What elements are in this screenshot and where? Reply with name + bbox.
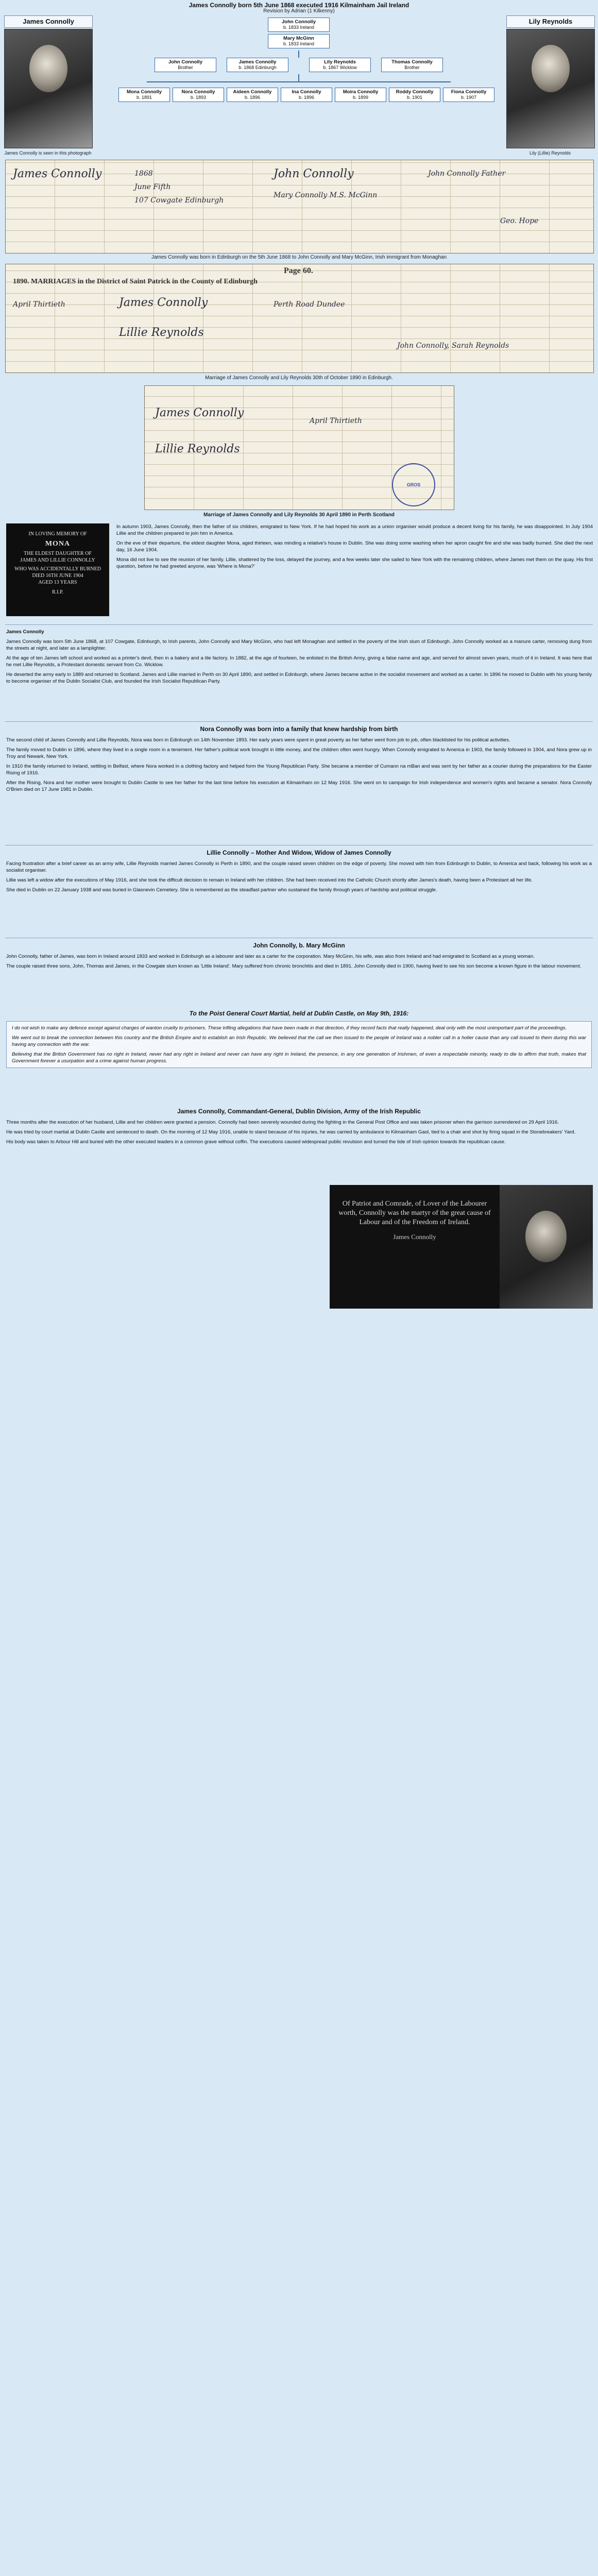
james-paragraph: At the age of ten James left school and worked as a printer's devil, then in a bakery and a tile factory. In 1882, at the age of fourteen, he enlisted in the British Army, giving a false name and age, and served for almost seven years, much of it in Ireland. It was here that he met Lillie Reynolds, a Protestant domestic servant from Co. Wicklow.: [6, 655, 592, 668]
lillie-section-title: Lillie Connolly – Mother And Widow, Widow of James Connolly: [207, 849, 391, 856]
memorial-line: DIED 16TH JUNE 1904: [32, 573, 83, 579]
family-tree: [98, 15, 500, 149]
extract-bride: Lillie Reynolds: [155, 443, 240, 455]
cert-birth-year: 1868: [134, 170, 153, 178]
poster-quote: Of Patriot and Comrade, of Lover of the Labourer worth, Connolly was the martyr of the great cause of Labour and of the Freedom of Ireland.: [338, 1200, 491, 1226]
tree-node: John Connolly b. 1833 Ireland: [268, 18, 330, 32]
memorial-line: THE ELDEST DAUGHTER OF: [24, 551, 92, 556]
mona-story: [116, 523, 593, 573]
poster-signature: James Connolly: [393, 1233, 436, 1241]
cert-birth-mother: Mary Connolly M.S. McGinn: [274, 191, 378, 199]
divider: [5, 721, 593, 722]
page-title: James Connolly born 5th June 1868 executed 1916 Kilmainham Jail Ireland: [189, 2, 409, 9]
james-connolly-photo: [4, 29, 93, 148]
memorial-line: JAMES AND LILLIE CONNOLLY: [20, 557, 95, 563]
poster-portrait: [500, 1185, 593, 1309]
marriage-register-entry: [5, 264, 594, 373]
tree-node: Nora Connolly b. 1893: [173, 88, 224, 102]
nora-paragraph: After the Rising, Nora and her mother were brought to Dublin Castle to see her father for the last time before his execution at Kilmainham on 12 May 1916. She went on to campaign for Irish independence and women's rights and became a senator. Nora Connolly O'Brien died on 17 June 1981 in Dublin.: [6, 780, 592, 792]
john-section-title: John Connolly, b. Mary McGinn: [253, 942, 345, 949]
nora-paragraph: In 1910 the family returned to Ireland, settling in Belfast, where Nora worked in a clothing factory and helped form the Young Republican Party. She became a member of Cumann na mBan and was sent by her father as a courier during the preparations for the Easter Rising of 1916.: [6, 764, 592, 776]
extract-groom: James Connolly: [155, 406, 244, 419]
marriage-cert-caption: Marriage of James Connolly and Lily Reynolds 30th of October 1890 in Edinburgh.: [205, 375, 393, 381]
tree-node: Thomas Connolly Brother: [381, 58, 443, 72]
james-bio: [6, 629, 592, 688]
mona-paragraph: In autumn 1903, James Connolly, then the father of six children, emigrated to New York. If he had hoped his work as a union organiser would produce a decent living for his family, he was disappointed. In July 1904 Lillie and the children prepared to join him in America.: [116, 524, 593, 536]
extract-date: April Thirtieth: [310, 417, 362, 425]
poster-portrait-face: [525, 1211, 567, 1262]
cert-marriage-date: April Thirtieth: [13, 300, 65, 309]
cert-marriage-heading: 1890. MARRIAGES in the District of Saint Patrick in the County of Edinburgh: [13, 278, 258, 285]
john-paragraph: John Connolly, father of James, was born in Ireland around 1833 and worked in Edinburgh as a labourer and later as a carter for the corporation. Mary McGinn, his wife, was also from Ireland and had emigrated to Scotland as a young woman.: [6, 954, 535, 959]
portrait-face: [29, 45, 67, 92]
quote-section-title: To the Poist General Court Martial, held at Dublin Castle, on May 9th, 1916:: [189, 1010, 409, 1017]
nora-story: [6, 737, 592, 796]
poster-text-panel: [330, 1185, 500, 1309]
page-subtitle: Revision by Adrian (1 Kilkenny): [263, 8, 335, 14]
james-paragraph: He deserted the army early in 1889 and returned to Scotland. James and Lillie married in Perth on 30 April 1890, and settled in Edinburgh, where James became active in the socialist movement and worked as a carter. In 1896 he moved to Dublin with his young family to become organiser of the Dublin Socialist Club, and founded the Irish Socialist Republican Party.: [6, 672, 592, 684]
left-nameplate: James Connolly: [4, 15, 93, 28]
right-photo-caption: Lily (Lillie) Reynolds: [529, 150, 571, 156]
quote-paragraph: Believing that the British Government has no right in Ireland, never had any right in Ireland and never can have any right in Ireland, the presence, in any one generation of Irishmen, of even a respectable minority, ready to die to affirm that truth, makes that Government forever a usurpation and a crime against human progress.: [12, 1052, 586, 1064]
commemorative-poster: [330, 1185, 593, 1309]
tree-connector: [298, 74, 299, 81]
nora-paragraph: The second child of James Connolly and Lillie Reynolds, Nora was born in Edinburgh on 14th November 1893. Her early years were spent in great poverty as her father went from job to job, often blacklisted for his political activities.: [6, 737, 510, 743]
lily-reynolds-photo: [506, 29, 595, 148]
cert-marriage-place: Perth Road Dundee: [274, 300, 345, 309]
tree-node: Aideen Connolly b. 1896: [227, 88, 278, 102]
court-martial-statement: [6, 1021, 592, 1068]
execution-section-title: James Connolly, Commandant-General, Dublin Division, Army of the Irish Republic: [177, 1108, 421, 1115]
tree-node: Fiona Connolly b. 1907: [443, 88, 494, 102]
lillie-paragraph: Lillie was left a widow after the executions of May 1916, and she took the difficult decision to remain in Ireland with her children. She had been received into the Catholic Church shortly after James's death, having been a Protestant all her life.: [6, 877, 533, 883]
portrait-face: [532, 45, 570, 92]
registry-stamp: GROS: [392, 463, 435, 506]
james-bio-title: James Connolly: [6, 629, 44, 635]
cert-birth-name: James Connolly: [13, 167, 102, 180]
tree-node: Lily Reynolds b. 1867 Wicklow: [309, 58, 371, 72]
cert-birth-informant: John Connolly Father: [428, 170, 506, 178]
nora-section-title: Nora Connolly was born into a family that knew hardship from birth: [200, 725, 398, 733]
execution-paragraph: Three months after the execution of her husband, Lillie and her children were granted a pension. Connolly had been severely wounded during the fighting in the General Post Office and was taken prisoner when the garrison surrendered on 29 April 1916.: [6, 1120, 559, 1125]
james-paragraph: James Connolly was born 5th June 1868, at 107 Cowgate, Edinburgh, to Irish parents, John Connolly and Mary McGinn, who had left Monaghan and settled in the poverty of the Irish slum of Edinburgh. John Connolly worked as a manure carter, removing dung from the streets at night, and later as a lamplighter.: [6, 639, 592, 651]
memorial-name: MONA: [45, 540, 71, 548]
mona-paragraph: Mona did not live to see the reunion of her family. Lillie, shattered by the loss, delayed the journey, and a few weeks later she sailed to New York with the remaining children, where James met them on the quay. His first question, before he had greeted anyone, was 'Where is Mona?': [116, 557, 593, 569]
nora-paragraph: The family moved to Dublin in 1896, where they lived in a single room in a tenement. Her father's political work brought in little money, and the children often went hungry. When Connolly emigrated to America in 1903, the family followed in 1904, and Nora grew up in Troy and Newark, New York.: [6, 747, 592, 759]
memorial-line: R.I.P.: [52, 589, 63, 595]
quote-paragraph: I do not wish to make any defence except against charges of wanton cruelty to prisoners. These trifling allegations that have been made in that direction, if they record facts that really happened, deal only with the most unimportant part of the proceedings.: [12, 1025, 567, 1031]
marriage-extract-caption: Marriage of James Connolly and Lily Reynolds 30 April 1890 in Perth Scotland: [203, 512, 395, 518]
quote-paragraph: We went out to break the connection between this country and the British Empire and to establish an Irish Republic. We believed that the call we then issued to the people of Ireland was a nobler call in a holier cause than any call issued to them during this war having any connection with the war.: [12, 1035, 586, 1047]
tree-node: Ina Connolly b. 1896: [281, 88, 332, 102]
right-nameplate: Lily Reynolds: [506, 15, 595, 28]
tree-node: Roddy Connolly b. 1901: [389, 88, 440, 102]
birth-cert-caption: James Connolly was born in Edinburgh on the 5th June 1868 to John Connolly and Mary McGinn, Irish immigrant from Monaghan: [151, 255, 447, 260]
tree-node: Mary McGinn b. 1833 Ireland: [268, 34, 330, 48]
execution-paragraph: He was tried by court martial at Dublin Castle and sentenced to death. On the morning of 12 May 1916, unable to stand because of his injuries, he was carried by ambulance to Kilmainham Gaol, tied to a chair and shot by firing squad in the Stonebreakers' Yard.: [6, 1129, 576, 1135]
tree-connector: [298, 50, 299, 58]
john-paragraph: The couple raised three sons, John, Thomas and James, in the Cowgate slum known as 'Little Ireland'. Mary suffered from chronic bronchitis and died in 1891. John Connolly died in 1900, having lived to see his son become a known figure in the labour movement.: [6, 963, 582, 969]
john-story: [6, 953, 592, 973]
tree-node: Mona Connolly b. 1891: [118, 88, 170, 102]
marriage-extract-image: [144, 385, 454, 510]
lillie-paragraph: Facing frustration after a brief career as an army wife, Lillie Reynolds married James Connolly in Perth in 1890, and the couple raised seven children on the edge of poverty. She moved with him from Edinburgh to Dublin, to America and back, following his work as a socialist organiser.: [6, 861, 592, 873]
tree-node: Moira Connolly b. 1899: [335, 88, 386, 102]
memorial-line: AGED 13 YEARS: [38, 580, 77, 585]
divider: [5, 624, 593, 625]
cert-marriage-bride: Lillie Reynolds: [119, 326, 204, 339]
tree-node: James Connolly b. 1868 Edinburgh: [227, 58, 288, 72]
memorial-line: WHO WAS ACCIDENTALLY BURNED: [14, 566, 101, 572]
left-photo-caption: James Connolly is seen in this photograph: [4, 150, 92, 156]
tree-node: John Connolly Brother: [155, 58, 216, 72]
tree-connector: [147, 81, 451, 82]
lillie-paragraph: She died in Dublin on 22 January 1938 and was buried in Glasnevin Cemetery. She is remembered as the steadfast partner who sustained the family through years of hardship and political struggle.: [6, 887, 437, 893]
cert-birth-registrar: Geo. Hope: [500, 217, 539, 225]
mona-memorial-card: [6, 523, 109, 616]
cert-birth-date: June Fifth: [134, 183, 171, 191]
memorial-line: IN LOVING MEMORY OF: [28, 531, 87, 537]
cert-birth-place: 107 Cowgate Edinburgh: [134, 196, 224, 205]
cert-marriage-witnesses: John Connolly, Sarah Reynolds: [397, 342, 509, 350]
cert-birth-father: John Connolly: [274, 167, 354, 180]
birth-register-entry: [5, 160, 594, 253]
cert-page-number: Page 60.: [284, 266, 313, 275]
lillie-story: [6, 860, 592, 896]
cert-marriage-groom: James Connolly: [119, 296, 208, 309]
execution-story: [6, 1119, 592, 1148]
execution-paragraph: His body was taken to Arbour Hill and buried with the other executed leaders in a common grave without coffin. The executions caused widespread public revulsion and turned the tide of Irish opinion towards the republican cause.: [6, 1139, 506, 1145]
mona-paragraph: On the eve of their departure, the eldest daughter Mona, aged thirteen, was minding a relative's house in Dublin. She was doing some washing when her apron caught fire and she was badly burned. She died the next day, 16 June 1904.: [116, 540, 593, 553]
